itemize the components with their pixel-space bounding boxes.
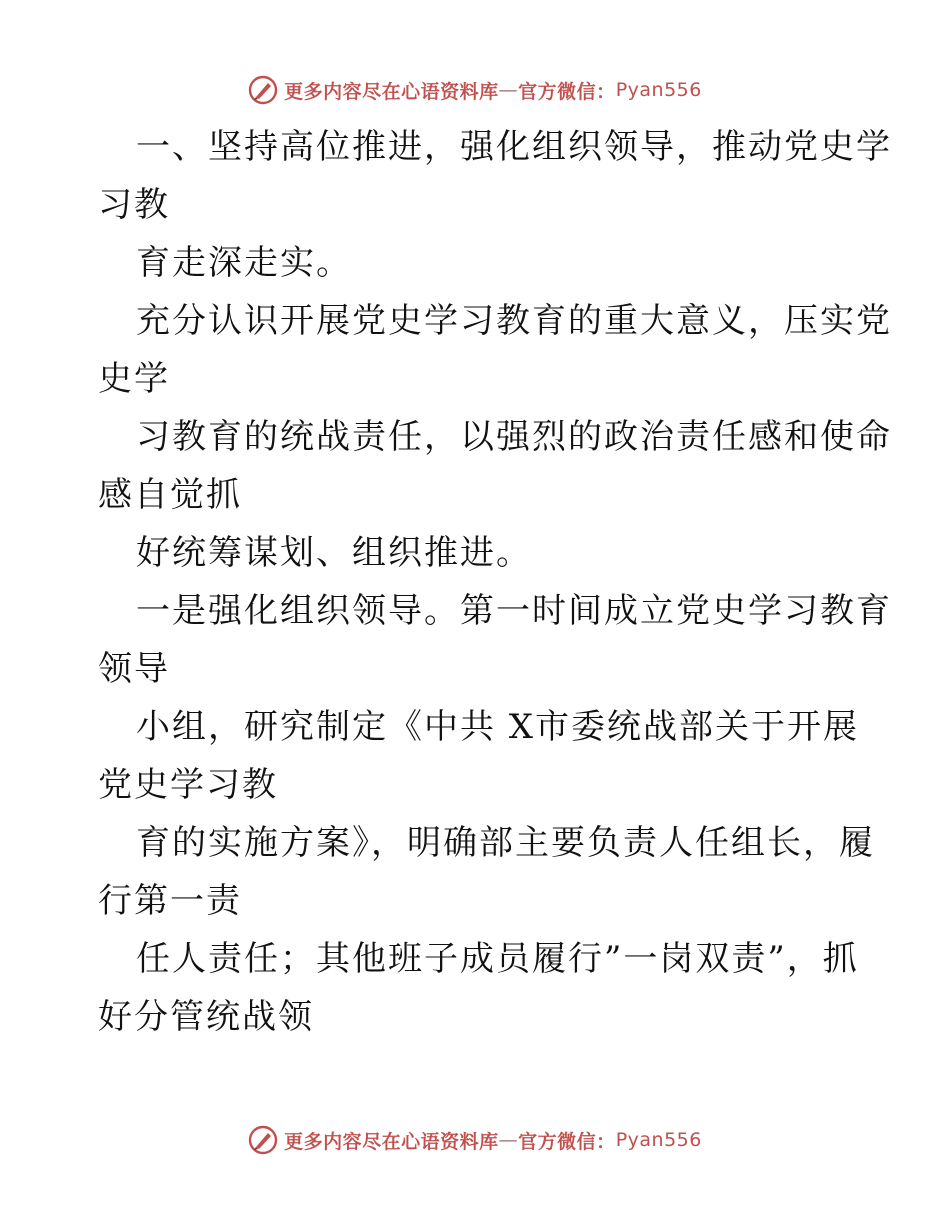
- text-line: 充分认识开展党史学习教育的重大意义，压实党: [136, 301, 892, 341]
- header-watermark: [0, 70, 950, 110]
- text-line: 任人责任；其他班子成员履行”一岗双责”，抓: [136, 939, 859, 979]
- text-line: 行第一责: [98, 881, 242, 921]
- watermark-wechat-label: 官方微信：: [518, 80, 616, 103]
- watermark-main-text: 更多内容尽在心语资料库: [284, 80, 499, 103]
- text-line: 好统筹谋划、组织推进。: [136, 533, 532, 573]
- watermark-wechat-label: 官方微信：: [518, 1130, 616, 1153]
- footer-watermark: [0, 1120, 950, 1160]
- text-line: 育走深走实。: [136, 243, 352, 283]
- watermark-main-text: 更多内容尽在心语资料库: [284, 1130, 499, 1153]
- watermark-wechat-id: Pyan556: [615, 79, 702, 101]
- text-line: 一、坚持高位推进，强化组织领导，推动党史学: [136, 127, 892, 167]
- text-line: 一是强化组织领导。第一时间成立党史学习教育: [136, 591, 892, 631]
- text-line: 习教育的统战责任，以强烈的政治责任感和使命: [136, 417, 892, 457]
- document-body: [98, 118, 892, 1046]
- watermark-separator: —: [498, 1129, 519, 1151]
- text-line: 育的实施方案》，明确部主要负责人任组长，履: [136, 823, 875, 863]
- text-line: 习教: [98, 185, 170, 225]
- text-line: 小组，研究制定《中共 X市委统战部关于开展: [136, 707, 860, 747]
- quill-pen-logo-icon: [248, 75, 278, 105]
- text-line: 领导: [98, 649, 170, 689]
- text-line: 感自觉抓: [98, 475, 242, 515]
- watermark-wechat-id: Pyan556: [615, 1129, 702, 1151]
- text-line: 史学: [98, 359, 170, 399]
- text-line: 好分管统战领: [98, 997, 314, 1037]
- watermark-separator: —: [498, 79, 519, 101]
- text-line: 党史学习教: [98, 765, 278, 805]
- quill-pen-logo-icon: [248, 1125, 278, 1155]
